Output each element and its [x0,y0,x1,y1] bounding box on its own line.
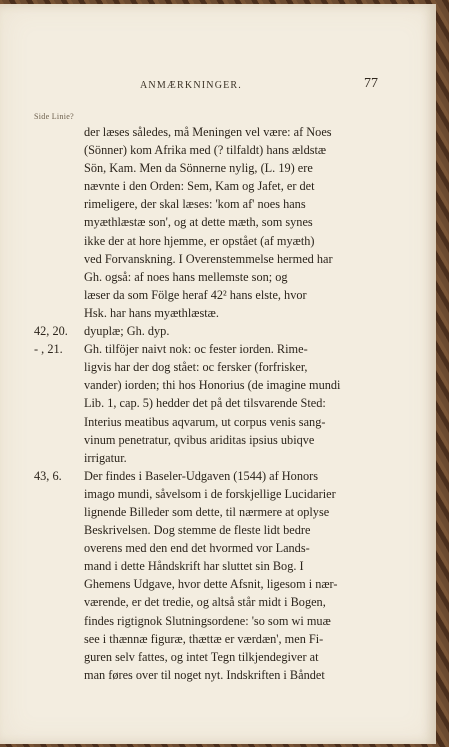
text-line [34,666,380,684]
text-line [34,268,380,286]
line-text: (Sönner) kom Afrika med (? tilfaldt) hans ældstæ [84,143,327,158]
line-text: myæthlæstæ son', og at dette mæth, som synes [84,215,313,230]
side-linie-header: Side Linie? [34,112,74,121]
line-text: dyuplæ; Gh. dyp. [84,324,170,339]
line-text: Beskrivelsen. Dog stemme de fleste lidt bedre [84,523,311,538]
text-line [34,177,380,195]
line-text: ligvis har der dog stået: oc fersker (forfrisker, [84,360,308,375]
text-line [34,557,380,575]
line-text: ved Forvanskning. I Overenstemmelse hermed har [84,251,333,266]
line-text: Lib. 1, cap. 5) hedder det på det tilsvarende Sted: [84,396,326,411]
line-text: imago mundi, såvelsom i de forskjellige Lucidarier [84,486,336,501]
text-line [34,213,380,231]
text-line [34,340,380,358]
line-text: Hsk. har hans myæthlæstæ. [84,305,219,320]
line-text: guren selv fattes, og intet Tegn tilkjendegiver at [84,649,319,664]
text-line [34,195,380,213]
text-line [34,539,380,557]
line-text: der læses således, må Meningen vel være: af Noes [84,125,332,139]
running-head [0,78,436,96]
text-line [34,232,380,250]
line-text: nævnte i den Orden: Sem, Kam og Jafet, er det [84,179,315,194]
line-reference: 43, 6. [34,468,62,483]
text-line [34,485,380,503]
text-line [34,503,380,521]
text-line [34,630,380,648]
line-reference: - , 21. [34,342,63,357]
line-text: Gh. også: af noes hans mellemste son; og [84,269,288,284]
text-line [34,358,380,376]
text-line [34,413,380,431]
text-line [34,521,380,539]
text-line [34,141,380,159]
page-number: 77 [364,76,378,91]
text-line [34,286,380,304]
line-text: overens med den end det hvormed vor Lands- [84,541,310,556]
running-title: ANMÆRKNINGER. [140,80,242,91]
text-line [34,593,380,611]
line-text: ikke der at hore hjemme, er opstået (af myæth) [84,233,315,248]
line-text: findes rigtignok Slutningsordene: 'so som wi muæ [84,613,331,628]
text-line [34,304,380,322]
book-page [0,4,436,744]
annotation-text [34,123,380,684]
text-line [34,123,380,141]
line-text: lignende Billeder som dette, til nærmere at oplyse [84,504,330,519]
text-line [34,250,380,268]
line-text: irrigatur. [84,450,127,465]
text-line [34,467,380,485]
line-reference: 42, 20. [34,324,68,339]
line-text: vander) iorden; thi hos Honorius (de imagine mundi [84,378,341,393]
line-text: Sön, Kam. Men da Sönnerne nylig, (L. 19) ere [84,161,313,176]
line-text: mand i dette Håndskrift har sluttet sin Bog. I [84,559,304,574]
text-line [34,394,380,412]
text-line [34,575,380,593]
text-line [34,612,380,630]
line-text: rimeligere, der skal læses: 'kom af' noes hans [84,197,306,212]
line-text: læser da som Fölge heraf 42² hans elste, hvor [84,287,307,302]
line-text: værende, er det tredie, og altså står midt i Bogen, [84,595,326,610]
text-line [34,322,380,340]
line-text: Gh. tilföjer naivt nok: oc fester iorden. Rime- [84,342,308,357]
line-text: Interius meatibus aqvarum, ut corpus venis sang- [84,414,326,429]
line-text: vinum penetratur, qvibus ariditas ipsius ubiqve [84,432,315,447]
text-line [34,376,380,394]
line-text: Ghemens Udgave, hvor dette Afsnit, ligesom i nær- [84,577,338,592]
text-line [34,648,380,666]
line-text: Der findes i Baseler-Udgaven (1544) af Honors [84,468,319,483]
text-line [34,449,380,467]
line-text: see i thænnæ figuræ, thættæ er værdæn', men Fi- [84,631,324,646]
line-text: man føres over til noget nyt. Indskriften i Båndet [84,667,325,682]
text-line [34,431,380,449]
text-line [34,159,380,177]
